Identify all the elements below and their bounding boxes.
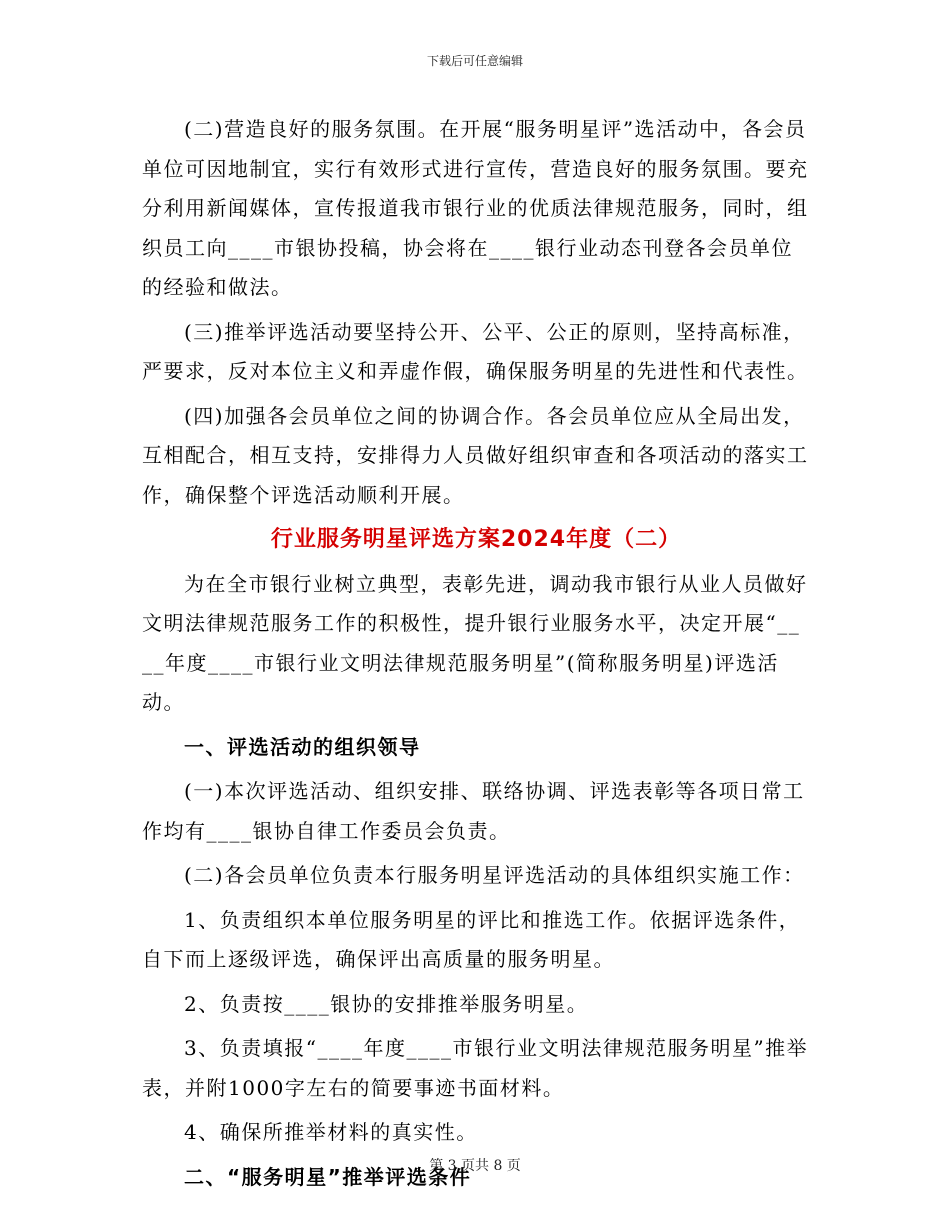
list-item-1: 1、负责组织本单位服务明星的评比和推选工作。依据评选条件，自下而上逐级评选，确保评出高质量的服务明星。: [142, 907, 801, 971]
paragraph-item-2: (二)各会员单位负责本行服务明星评选活动的具体组织实施工作：: [184, 863, 805, 887]
heading-organization: 一、评选活动的组织领导: [184, 734, 421, 759]
section-title: 行业服务明星评选方案2024年度（二）: [270, 527, 682, 552]
heading-criteria: 二、“服务明星”推举评选条件: [184, 1164, 472, 1189]
list-item-4: 4、确保所推举材料的真实性。: [184, 1120, 478, 1144]
document-body: [142, 110, 810, 1197]
paragraph-service-atmosphere: (二)营造良好的服务氛围。在开展“服务明星评”选活动中，各会员单位可因地制宜，实行有效形式进行宣传，营造良好的服务氛围。要充分利用新闻媒体，宣传报道我市银行业的优质法律规范服务，同时，组织员工向____市银协投稿，协会将在____银行业动态刊登各会员单位的经验和做法。: [142, 117, 809, 299]
list-item-2: 2、负责按____银协的安排推举服务明星。: [184, 991, 589, 1016]
list-item-3: 3、负责填报“____年度____市银行业文明法律规范服务明星”推举表，并附1000字左右的简要事迹书面材料。: [142, 1036, 809, 1100]
paragraph-coordination: (四)加强各会员单位之间的协调合作。各会员单位应从全局出发，互相配合，相互支持，安排得力人员做好组织审查和各项活动的落实工作，确保整个评选活动顺利开展。: [142, 403, 809, 507]
page-footer: 第 3 页共 8 页: [429, 1158, 521, 1174]
page-header: 下载后可任意编辑: [426, 54, 523, 68]
paragraph-introduction: 为在全市银行业树立典型，表彰先进，调动我市银行从业人员做好文明法律规范服务工作的积极性，提升银行业服务水平，决定开展“____年度____市银行业文明法律规范服务明星”(简称服务明星)评选活动。: [142, 571, 808, 714]
paragraph-selection-principles: (三)推举评选活动要坚持公开、公平、公正的原则，坚持高标准，严要求，反对本位主义和弄虚作假，确保服务明星的先进性和代表性。: [142, 319, 809, 383]
paragraph-item-1: (一)本次评选活动、组织安排、联络协调、评选表彰等各项日常工作均有____银协自律工作委员会负责。: [142, 779, 805, 843]
